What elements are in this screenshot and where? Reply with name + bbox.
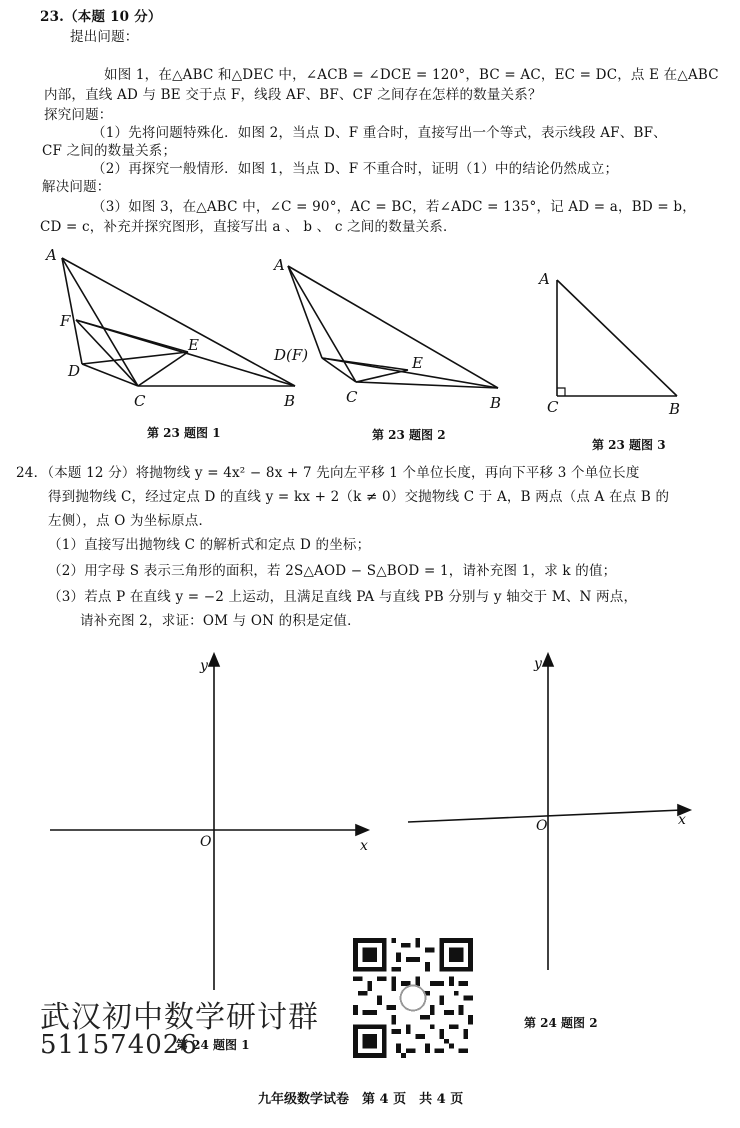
q24-line3: 左侧），点 O 为坐标原点．: [48, 513, 213, 529]
fig3-label-B: B: [669, 400, 681, 418]
q24-figure-2: [400, 650, 700, 980]
q23-part1a: （1）先将问题特殊化．如图 2，当点 D、F 重合时，直接写出一个等式，表示线段 AF、BF、: [92, 125, 667, 141]
segment-DC: [82, 364, 138, 386]
qr-code-image: [352, 938, 474, 1058]
segment-CE: [356, 370, 408, 382]
fig24-1-label-x: x: [360, 838, 368, 854]
fig2-label-A: A: [274, 256, 285, 274]
fig1-label-B: B: [284, 392, 296, 410]
q24-figure-1: [40, 650, 380, 1050]
right-angle-mark: [557, 388, 565, 396]
segment-AD: [288, 266, 322, 358]
q23-section-explore: 探究问题：: [44, 107, 113, 123]
q23-line1: 如图 1，在△ABC 和△DEC 中，∠ACB = ∠DCE = 120°，BC = AC，EC = DC，点 E 在△ABC: [104, 67, 719, 83]
q23-line2: 内部，直线 AD 与 BE 交于点 F，线段 AF、BF、CF 之间存在怎样的数量关系？: [44, 87, 542, 103]
q23-part1b: CF 之间的数量关系；: [42, 143, 177, 159]
fig1-label-D: D: [68, 362, 81, 380]
q23-section-solve: 解决问题：: [42, 179, 111, 195]
fig24-1-label-o: O: [200, 834, 212, 850]
q23-part3b: CD = c，补充并探究图形，直接写出 a 、 b 、 c 之间的数量关系．: [40, 219, 457, 235]
q23-part2: （2）再探究一般情形．如图 1，当点 D、F 不重合时，证明（1）中的结论仍然成立；: [92, 161, 619, 177]
segment-AB: [557, 280, 677, 396]
fig24-2-label-x: x: [678, 812, 686, 828]
segment-AB: [62, 258, 295, 386]
q23-header: 23.（本题 10 分）: [40, 9, 162, 25]
y-axis-arrow: [543, 654, 553, 666]
segment-AC: [288, 266, 356, 382]
fig2-label-E: E: [412, 354, 423, 372]
fig2-label-C: C: [346, 388, 358, 406]
q23-fig1-caption: 第 23 题图 1: [147, 426, 221, 440]
q24-fig1-caption: 第 24 题图 1: [176, 1038, 250, 1052]
fig1-label-A: A: [46, 246, 57, 264]
fig24-1-label-y: y: [200, 658, 208, 674]
q23-figure-3: [535, 266, 715, 418]
q23-fig2-caption: 第 23 题图 2: [372, 428, 446, 442]
fig1-label-E: E: [188, 336, 199, 354]
segment-DE: [322, 358, 408, 370]
fig1-label-F: F: [60, 312, 71, 330]
q24-part2: （2）用字母 S 表示三角形的面积，若 2S△AOD − S△BOD = 1，请补充图 1，求 k 的值；: [48, 563, 617, 579]
q23-part3a: （3）如图 3，在△ABC 中，∠C = 90°，AC = BC，若∠ADC = 135°，记 AD = a，BD = b，: [92, 199, 696, 215]
fig1-label-C: C: [134, 392, 146, 410]
segment-FE: [76, 320, 188, 352]
fig3-label-A: A: [539, 270, 550, 288]
fig24-2-label-y: y: [534, 656, 542, 672]
y-axis-arrow: [209, 654, 219, 666]
q23-figure-2: [270, 252, 520, 414]
q23-fig3-caption: 第 23 题图 3: [592, 438, 666, 452]
page-footer: 九年级数学试卷 第 4 页 共 4 页: [258, 1092, 464, 1107]
q23-section-raise: 提出问题：: [70, 29, 139, 45]
fig24-2-label-o: O: [536, 818, 548, 834]
fig3-label-C: C: [547, 398, 559, 416]
fig2-label-B: B: [490, 394, 502, 412]
q24-fig2-caption: 第 24 题图 2: [524, 1016, 598, 1030]
q24-part3b: 请补充图 2，求证：OM 与 ON 的积是定值．: [80, 613, 361, 629]
fig2-label-DF: D(F): [274, 346, 309, 364]
q24-line2: 得到抛物线 C，经过定点 D 的直线 y = kx + 2（k ≠ 0）交抛物线 C 于 A，B 两点（点 A 在点 B 的: [48, 489, 670, 505]
x-axis-arrow: [356, 825, 368, 835]
q24-part3a: （3）若点 P 在直线 y = −2 上运动，且满足直线 PA 与直线 PB 分别与 y 轴交于 M、N 两点，: [48, 589, 638, 605]
watermark-group-name: 武汉初中数学研讨群: [40, 1000, 319, 1035]
q24-part1: （1）直接写出抛物线 C 的解析式和定点 D 的坐标；: [48, 537, 371, 553]
watermark-group-number: 511574026: [40, 1030, 198, 1060]
q24-line1: 24．（本题 12 分）将抛物线 y = 4x² − 8x + 7 先向左平移 1 个单位长度，再向下平移 3 个单位长度: [16, 465, 640, 481]
